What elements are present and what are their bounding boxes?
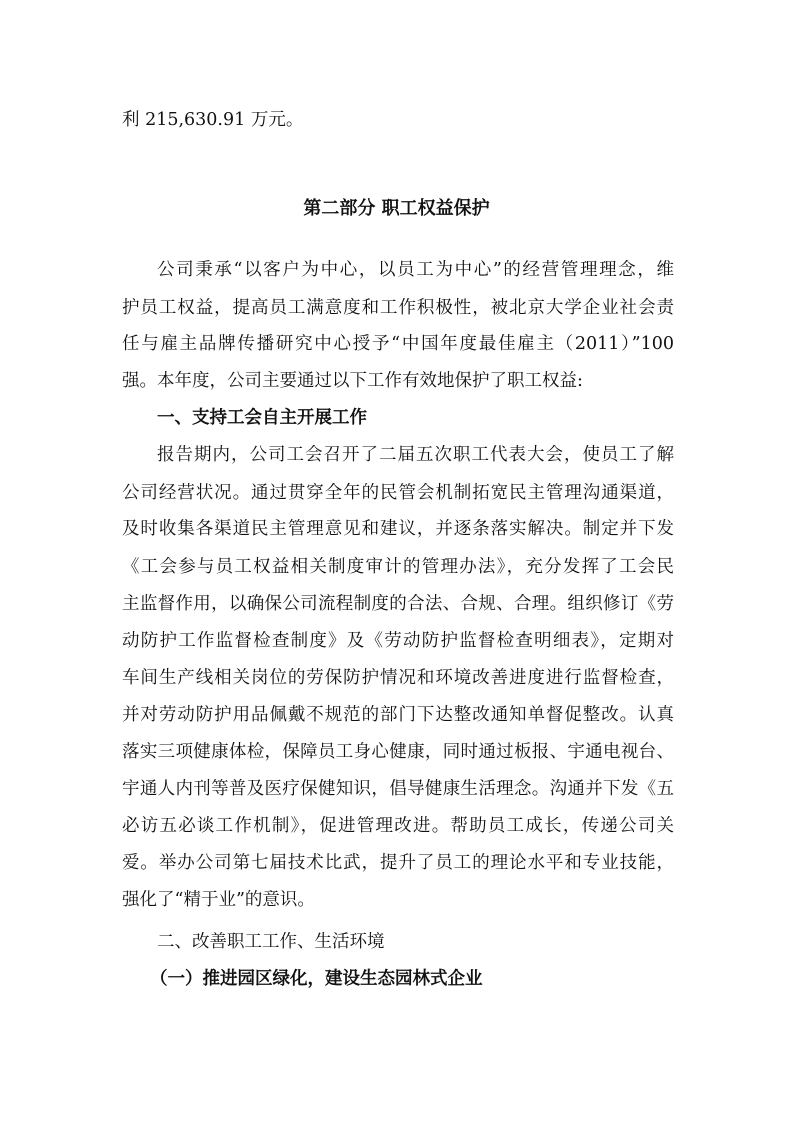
body-line-6: 动防护工作监督检查制度》及《劳动防护监督检查明细表》，定期对 bbox=[122, 631, 674, 651]
heading-support-union: 一、支持工会自主开展工作 bbox=[157, 408, 367, 428]
body-line-12: 爱。举办公司第七届技术比武，提升了员工的理论水平和专业技能， bbox=[122, 853, 674, 873]
body-line-8: 并对劳动防护用品佩戴不规范的部门下达整改通知单督促整改。认真 bbox=[122, 705, 674, 725]
heading-improve-environment: 二、改善职工工作、生活环境 bbox=[157, 932, 385, 952]
body-line-7: 车间生产线相关岗位的劳保防护情况和环境改善进度进行监督检查， bbox=[122, 668, 674, 688]
body-line-11: 必访五必谈工作机制》，促进管理改进。帮助员工成长，传递公司关 bbox=[122, 816, 674, 836]
body-line-2: 公司经营状况。通过贯穿全年的民管会机制拓宽民主管理沟通渠道， bbox=[122, 483, 674, 503]
heading-greening: （一）推进园区绿化，建设生态园林式企业 bbox=[150, 969, 483, 989]
body-line-5: 主监督作用，以确保公司流程制度的合法、合规、合理。组织修订《劳 bbox=[122, 594, 674, 614]
body-line-4: 《工会参与员工权益相关制度审计的管理办法》，充分发挥了工会民 bbox=[122, 557, 674, 577]
intro-line-1: 公司秉承“以客户为中心，以员工为中心”的经营管理理念，维 bbox=[157, 260, 674, 280]
section-title: 第二部分 职工权益保护 bbox=[303, 198, 490, 219]
body-line-1: 报告期内，公司工会召开了二届五次职工代表大会，使员工了解 bbox=[157, 445, 674, 465]
intro-line-2: 护员工权益，提高员工满意度和工作积极性，被北京大学企业社会责 bbox=[122, 298, 674, 318]
carryover-text: 利 215,630.91 万元。 bbox=[122, 110, 304, 130]
body-line-13: 强化了“精于业”的意识。 bbox=[122, 890, 315, 910]
body-line-9: 落实三项健康体检，保障员工身心健康，同时通过板报、宇通电视台、 bbox=[122, 742, 674, 762]
body-line-10: 宇通人内刊等普及医疗保健知识，倡导健康生活理念。沟通并下发《五 bbox=[122, 779, 674, 799]
intro-line-3: 任与雇主品牌传播研究中心授予“中国年度最佳雇主（2011）”100 bbox=[122, 334, 674, 354]
intro-line-4: 强。本年度，公司主要通过以下工作有效地保护了职工权益: bbox=[122, 371, 583, 391]
body-line-3: 及时收集各渠道民主管理意见和建议，并逐条落实解决。制定并下发 bbox=[122, 519, 674, 539]
